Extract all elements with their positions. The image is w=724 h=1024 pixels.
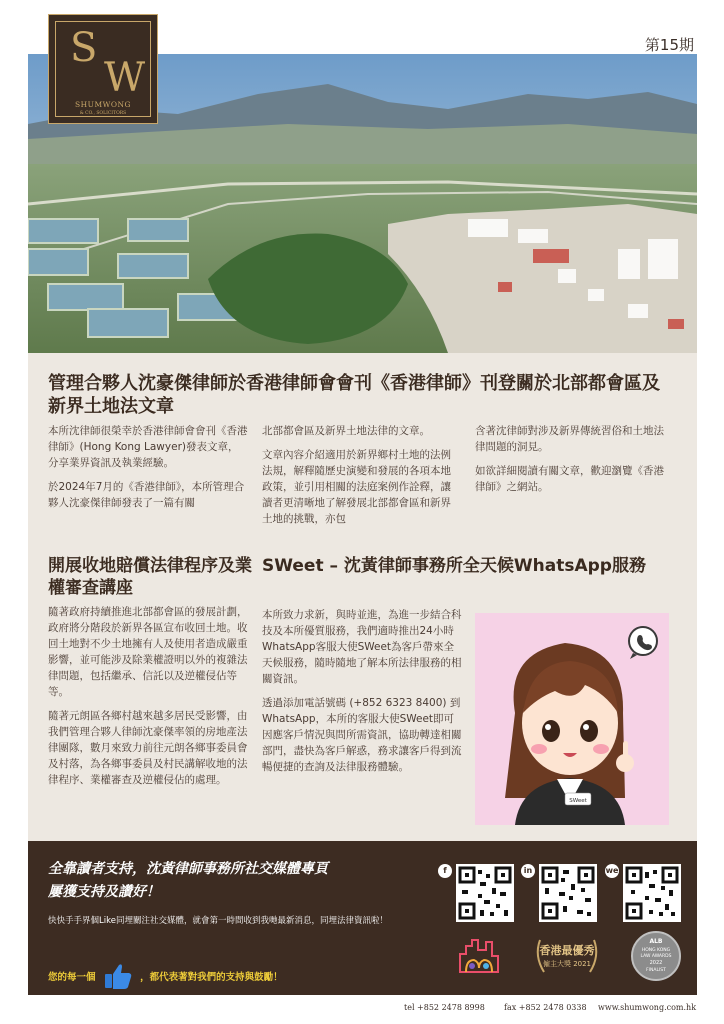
award-badge-3 (630, 930, 682, 986)
article1-paragraph: 北部都會區及新界土地法律的文章。 (262, 425, 430, 437)
article1-column-1 (48, 423, 248, 519)
linkedin-icon[interactable]: in (521, 864, 535, 878)
qr-code-icon (539, 864, 597, 922)
qr-code-icon (623, 864, 681, 922)
facebook-qr-code[interactable] (456, 864, 514, 922)
article3-paragraph: 本所致力求新，與時並進，為進一步結合科技及本所優質服務，我們適時推出24小時WhatsApp客服大使SWeet為客戶帶來全天候服務，隨時隨地了解本所法律服務的相關資訊。 (262, 609, 462, 685)
footer-title-line: 全靠讀者支持，沈黃律師事務所社交媒體專頁 (48, 861, 328, 877)
award-badge-1 (452, 932, 506, 984)
logo-letter-s: S (70, 25, 98, 71)
sweet-mascot-card (475, 613, 669, 825)
article2-paragraph: 隨著元朗區各鄉村越來越多居民受影響，由我們管理合夥人律師沈豪傑率領的房地產法律團隊，數月來致力前往元朗各鄉事委員會及村落，為各鄉事委員及村民講解收地的法律程序、業權審查及逆權侵佔的處理。 (48, 710, 248, 786)
alb-award-icon (630, 930, 682, 982)
like-message-after: ，都代表著對我們的支持與鼓勵！ (140, 972, 283, 983)
award-3-line5: FINALIST (646, 968, 666, 973)
article1-paragraph: 本所沈律師很榮幸於香港律師會會刊《香港律師》(Hong Kong Lawyer)發表文章，分享業界資訊及執業經驗。 (48, 425, 248, 469)
logo-letter-w: W (104, 55, 146, 101)
thumbs-up-icon (103, 962, 133, 990)
award-3-line1: ALB (649, 938, 663, 945)
contact-tel: tel +852 2478 8998 (404, 1003, 485, 1012)
award-3-line4: 2022 (649, 960, 663, 966)
award-2-line2: 僱主大獎 2021 (542, 960, 592, 968)
article-title-lawyer-journal: 管理合夥人沈豪傑律師於香港律師會會刊《香港律師》刊登關於北部都會區及新界土地法文章 (48, 373, 660, 417)
footer-title (48, 858, 328, 904)
article-title-sweet-service: SWeet – 沈黃律師事務所全天候WhatsApp服務 (262, 556, 646, 576)
article1-paragraph: 如欲詳細閱讀有關文章，歡迎瀏覽《香港律師》之網站。 (475, 465, 664, 493)
like-message (48, 962, 283, 990)
article1-paragraph: 含著沈律師對涉及新界傳統習俗和土地法律問題的洞見。 (475, 425, 664, 453)
article3-paragraph: 透過添加電話號碼 (+852 6323 8400) 到WhatsApp，本所的客服大使SWeet即可因應客戶情況與問所需資訊，協助轉達相關部門，盡快為客戶解惑，務求讓客戶得到流暢便捷的查詢及法律服務體驗。 (262, 697, 462, 773)
whatsapp-icon (629, 627, 657, 659)
contact-website[interactable]: www.shumwong.com.hk (598, 1003, 697, 1012)
sweet-badge-text: SWeet (569, 798, 587, 804)
qr-code-icon (456, 864, 514, 922)
facebook-icon[interactable]: f (438, 864, 452, 878)
like-message-before: 您的每一個 (48, 972, 96, 983)
article2-paragraph: 隨著政府持續推進北部都會區的發展計劃，政府將分階段於新界各區宣布收回土地。收回土地對不少土地擁有人及使用者造成嚴重影響，並可能涉及除業權證明以外的複雜法律問題，包括繼承、信託以及逆權侵佔等等。 (48, 606, 248, 698)
article-title-land-resumption: 開展收地賠償法律程序及業權審查講座 (48, 556, 252, 598)
logo-frame (55, 21, 151, 117)
contact-fax: fax +852 2478 0338 (504, 1003, 587, 1012)
wechat-icon[interactable]: we (605, 864, 619, 878)
award-logo-icon (452, 932, 506, 980)
firm-logo (48, 14, 158, 124)
laurel-award-icon (532, 932, 602, 980)
article1-column-3 (475, 423, 673, 503)
issue-number: 第15期 (644, 36, 694, 54)
sweet-mascot-illustration (475, 613, 669, 825)
logo-name: SHUMWONG (74, 100, 132, 109)
linkedin-qr-code[interactable] (539, 864, 597, 922)
footer-title-line: 屢獲支持及讚好！ (48, 884, 160, 900)
logo-subtitle: & CO., SOLICITORS (79, 111, 127, 116)
wechat-qr-code[interactable] (623, 864, 681, 922)
article1-paragraph: 文章內容介紹適用於新界鄉村土地的法例法規，解釋隨歷史演變和發展的各項本地政策，並引用相關的法庭案例作詮釋，讓讀者更清晰地了解發展北部都會區和新界土地的挑戰，亦包 (262, 449, 451, 525)
article3-body (262, 607, 462, 783)
article1-column-2 (262, 423, 460, 535)
award-badge-2 (532, 932, 602, 984)
award-2-line1: 香港最優秀 (539, 944, 595, 957)
footer-note: 快快手手界個Like同埋關注社交媒體，就會第一時間收到我哋最新消息，同埋法律資訊啦！ (48, 916, 388, 926)
article2-body (48, 604, 248, 796)
award-3-line2: HONG KONG (641, 948, 671, 953)
article1-paragraph: 於2024年7月的《香港律師》，本所管理合夥人沈豪傑律師發表了一篇有關 (48, 481, 245, 509)
award-3-line3: LAW AWARDS (640, 954, 672, 959)
